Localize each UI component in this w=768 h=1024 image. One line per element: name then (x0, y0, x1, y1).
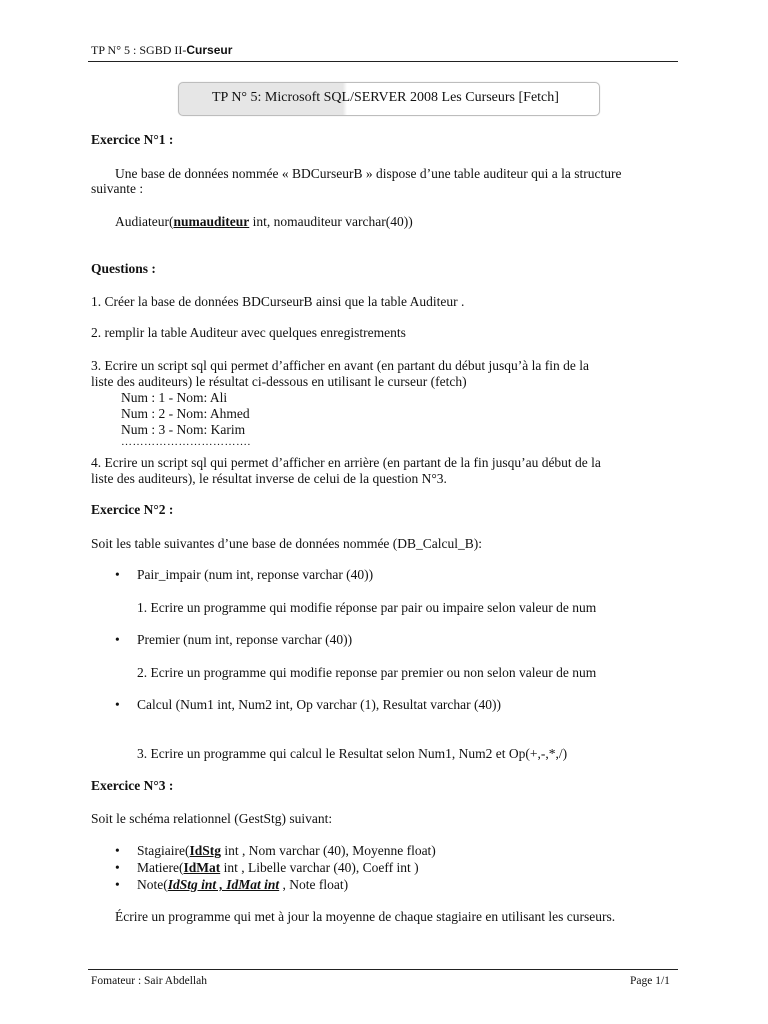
ex3-note-pre: Note( (137, 877, 168, 892)
ex3-note-post: , Note float) (279, 877, 349, 892)
ex1-schema-pre: Audiateur( (115, 214, 174, 229)
result-ellipsis: ……………………………. (121, 436, 251, 448)
ex2-intro: Soit les table suivantes d’une base de données nommée (DB_Calcul_B): (91, 536, 483, 551)
ex2-bullet-3-text: Calcul (Num1 int, Num2 int, Op varchar (1), Resultat varchar (40)) (137, 697, 502, 712)
ex2-item-2: 2. Ecrire un programme qui modifie reponse par premier ou non selon valeur de num (137, 665, 597, 680)
header-suffix: Curseur (186, 43, 233, 57)
question-4-line1: 4. Ecrire un script sql qui permet d’afficher en arrière (en partant de la fin jusqu’au début de la (91, 455, 601, 470)
ex1-intro-line2: suivante : (91, 181, 144, 196)
question-2: 2. remplir la table Auditeur avec quelques enregistrements (91, 325, 406, 340)
ex2-bullet-2-text: Premier (num int, reponse varchar (40)) (137, 632, 353, 647)
ex3-note-key: IdStg int , IdMat int (167, 877, 280, 892)
question-3-line1: 3. Ecrire un script sql qui permet d’afficher en avant (en partant du début jusqu’à la fin de la (91, 358, 589, 373)
header-prefix: TP N° 5 : SGBD II- (91, 43, 187, 57)
ex3-bullet-matiere (115, 860, 419, 876)
ex3-bullet-1-text (137, 843, 436, 858)
ex3-matiere-post: int , Libelle varchar (40), Coeff int ) (220, 860, 419, 875)
ex1-intro-line1: Une base de données nommée « BDCurseurB » dispose d’une table auditeur qui a la structure (115, 166, 622, 181)
ex3-matiere-key: IdMat (183, 860, 221, 875)
ex3-matiere-pre: Matiere( (137, 860, 184, 875)
question-1: 1. Créer la base de données BDCurseurB ainsi que la table Auditeur . (91, 294, 465, 309)
ex3-stagiaire-key: IdStg (189, 843, 221, 858)
ex2-item-3: 3. Ecrire un programme qui calcul le Resultat selon Num1, Num2 et Op(+,-,*,/) (137, 746, 568, 761)
result-row-1: Num : 1 - Nom: Ali (121, 390, 228, 405)
ex3-bullet-stagiaire (115, 843, 436, 859)
ex2-bullet-premier (115, 632, 352, 648)
ex2-bullet-1-text: Pair_impair (num int, reponse varchar (40)) (137, 567, 374, 582)
ex1-schema (115, 213, 705, 230)
ex2-bullet-pair-impair (115, 567, 373, 583)
question-4-line2: liste des auditeurs), le résultat inverse de celui de la question N°3. (91, 471, 447, 486)
ex3-bullet-3-text (137, 877, 348, 892)
footer-page-number: Page 1/1 (630, 975, 670, 987)
footer-author: Fomateur : Sair Abdellah (91, 975, 207, 987)
question-3-line2: liste des auditeurs) le résultat ci-dessous en utilisant le curseur (fetch) (91, 374, 467, 389)
ex1-heading: Exercice N°1 : (91, 132, 174, 147)
questions-heading: Questions : (91, 261, 156, 276)
page-header (91, 43, 232, 58)
ex1-schema-post: int, nomauditeur varchar(40)) (249, 214, 413, 229)
ex3-stagiaire-pre: Stagiaire( (137, 843, 190, 858)
ex2-heading: Exercice N°2 : (91, 502, 174, 517)
footer-divider (88, 969, 678, 970)
result-row-2: Num : 2 - Nom: Ahmed (121, 406, 250, 421)
ex3-heading: Exercice N°3 : (91, 778, 174, 793)
ex2-item-1: 1. Ecrire un programme qui modifie réponse par pair ou impaire selon valeur de num (137, 600, 597, 615)
ex3-task: Écrire un programme qui met à jour la moyenne de chaque stagiaire en utilisant les curseurs. (115, 909, 616, 924)
ex3-bullet-note (115, 877, 348, 893)
page-title: TP N° 5: Microsoft SQL/SERVER 2008 Les Curseurs [Fetch] (212, 90, 559, 105)
ex1-schema-key: numauditeur (173, 214, 250, 229)
ex3-stagiaire-post: int , Nom varchar (40), Moyenne float) (221, 843, 436, 858)
header-divider (88, 61, 678, 62)
ex3-bullet-2-text (137, 860, 419, 875)
result-row-3: Num : 3 - Nom: Karim (121, 422, 246, 437)
ex2-bullet-calcul (115, 697, 501, 713)
ex3-intro: Soit le schéma relationnel (GestStg) suivant: (91, 811, 333, 826)
